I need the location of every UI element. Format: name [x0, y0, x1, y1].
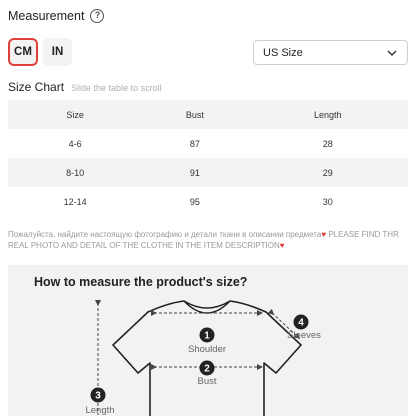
measurement-title: Measurement	[8, 9, 85, 23]
tshirt-diagram	[8, 265, 408, 416]
measure-guide-title: How to measure the product's size?	[34, 275, 248, 289]
badge-shoulder-num: 1	[204, 330, 210, 342]
measurement-header	[8, 9, 104, 23]
table-cell: 30	[322, 196, 333, 207]
table-row	[8, 129, 408, 158]
photo-notice	[8, 229, 408, 251]
column-header-size: Size	[66, 109, 84, 120]
badge-sleeves-num: 4	[298, 317, 304, 329]
table-row	[8, 187, 408, 216]
size-chart-hint: Slide the table to scroll	[71, 83, 162, 93]
heart-icon: ♥	[279, 241, 285, 250]
table-cell: 91	[189, 167, 200, 178]
column-header-length: Length	[313, 109, 342, 120]
notice-text-ru: Пожалуйста, найдите настоящую фотографию и детали ткани в описании предмета	[8, 230, 322, 239]
size-system-value: US Size	[263, 46, 303, 59]
table-cell: 87	[189, 138, 200, 149]
table-row	[8, 158, 408, 187]
label-length: Length	[85, 405, 115, 416]
badge-bust-num: 2	[204, 363, 210, 375]
tshirt-outline	[113, 301, 301, 416]
notice-text-en: PLEASE FIND THR REAL PHOTO AND DETAIL OF THE CLOTHE IN THE ITEM DESCRIPTION	[8, 230, 399, 250]
table-cell: 29	[322, 167, 333, 178]
measure-guide	[8, 265, 408, 416]
chevron-down-icon	[386, 47, 398, 59]
unit-cm-button[interactable]: CM	[8, 38, 38, 66]
table-cell: 95	[189, 196, 200, 207]
table-cell: 4-6	[68, 138, 82, 149]
size-system-select[interactable]	[253, 40, 408, 65]
label-shoulder: Shoulder	[187, 344, 227, 355]
label-sleeves: Sleeves	[287, 330, 321, 341]
size-table[interactable]	[8, 100, 408, 216]
table-cell: 28	[322, 138, 333, 149]
help-icon[interactable]: ?	[90, 9, 104, 23]
badge-length-num: 3	[95, 390, 101, 402]
table-cell: 12-14	[63, 196, 87, 207]
table-header-row	[8, 100, 408, 129]
size-chart-title: Size Chart	[8, 80, 65, 94]
tshirt-collar	[184, 301, 230, 313]
table-cell: 8-10	[66, 167, 85, 178]
unit-in-button[interactable]: IN	[43, 38, 72, 66]
heart-icon: ♥	[321, 230, 327, 239]
size-chart-header	[8, 80, 162, 94]
column-header-bust: Bust	[185, 109, 204, 120]
label-bust: Bust	[197, 376, 217, 387]
